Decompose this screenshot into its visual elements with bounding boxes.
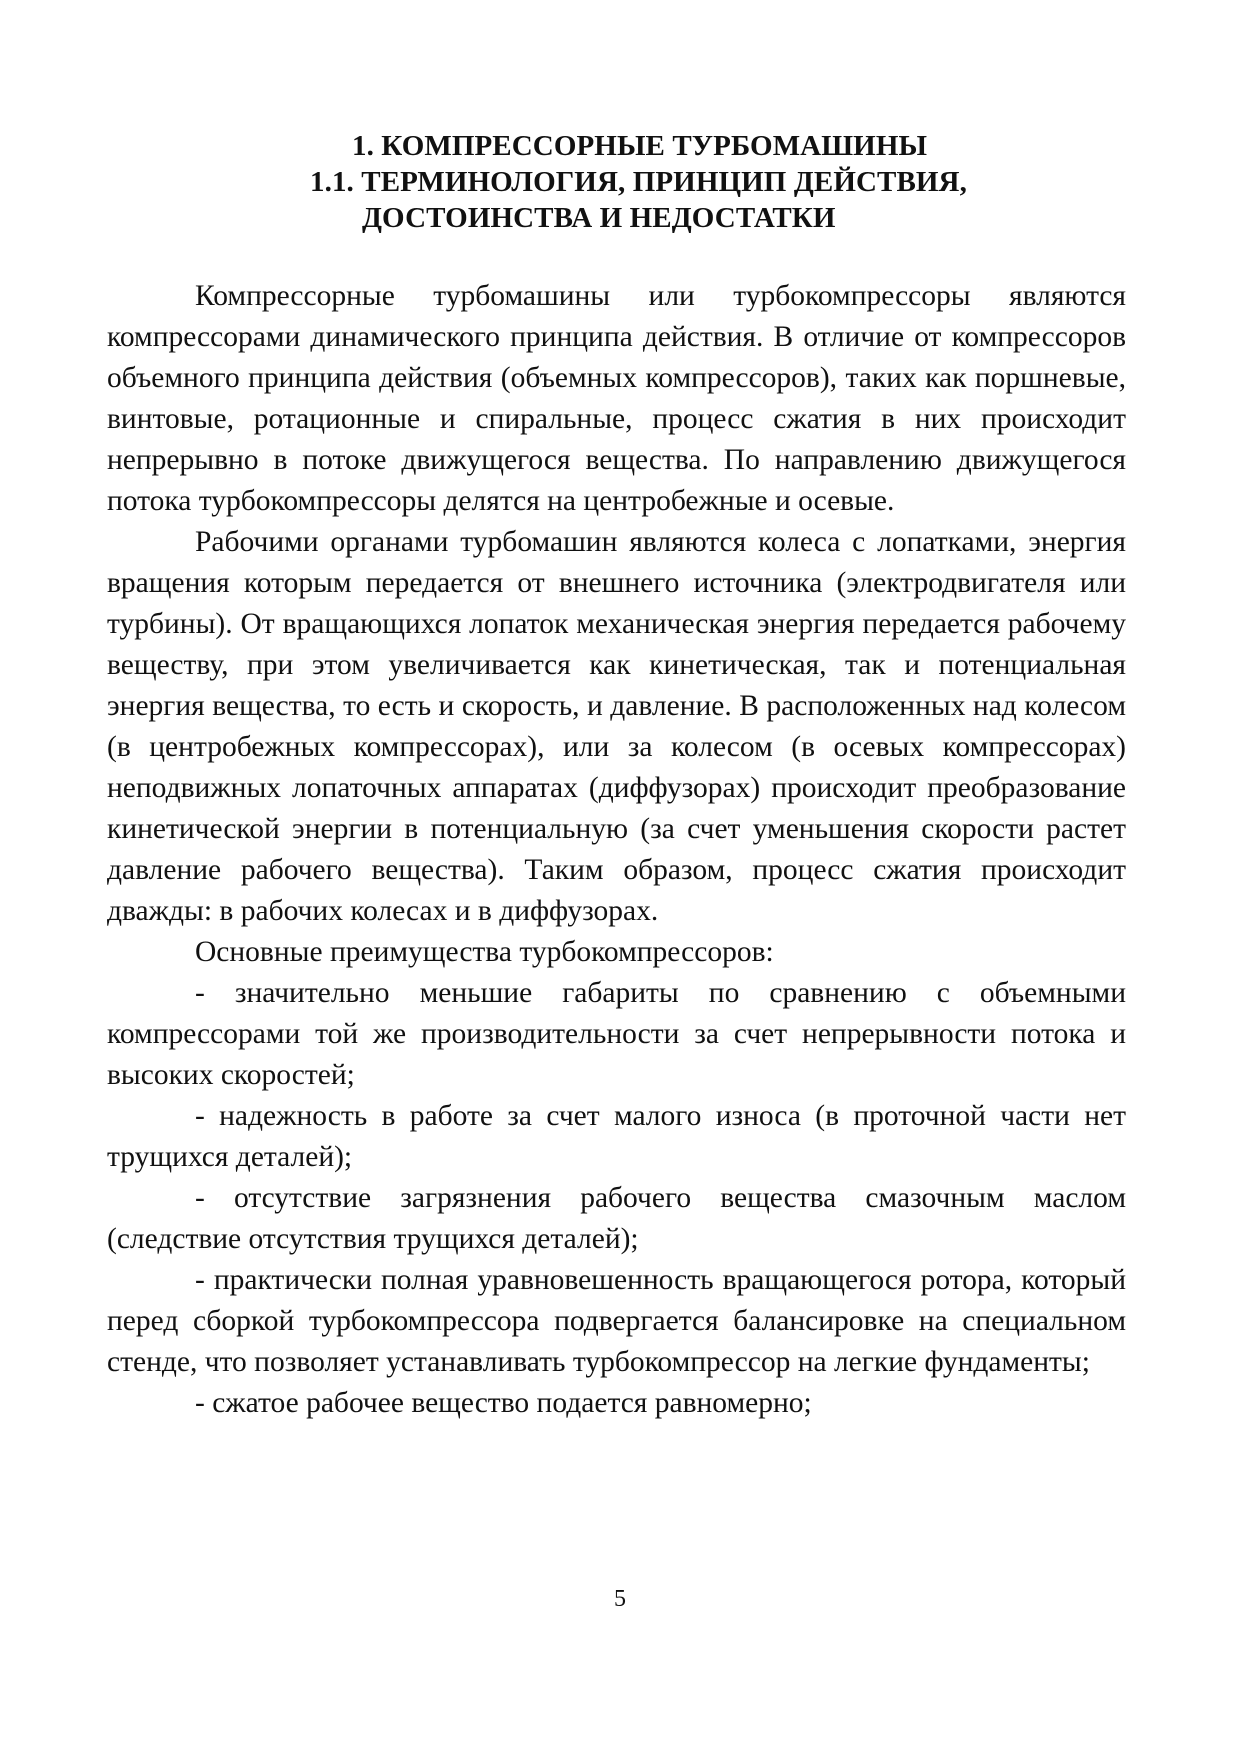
paragraph-working-principle: Рабочими органами турбомашин являются колеса с лопатками, энергия вращения которым передается от внешнего источника (электродвигателя или турбины). От вращающихся лопаток механическая энергия передается рабочему веществу, при этом увеличивается как кинетическая, так и потенциальная энергия вещества, то есть и скорость, и давление. В расположенных над колесом (в центробежных компрессорах), или за колесом (в осевых компрессорах) неподвижных лопаточных аппаратах (диффузорах) происходит преобразование кинетической энергии в потенциальную (за счет уменьшения скорости растет давление рабочего вещества). Таким образом, процесс сжатия происходит дважды: в рабочих колесах и в диффузорах. bbox=[107, 526, 1126, 927]
list-item: - отсутствие загрязнения рабочего вещества смазочным маслом (следствие отсутствия трущихся деталей); bbox=[107, 1182, 1126, 1255]
body-text bbox=[107, 276, 1126, 1424]
paragraph-intro: Компрессорные турбомашины или турбокомпрессоры являются компрессорами динамического принципа действия. В отличие от компрессоров объемного принципа действия (объемных компрессоров), таких как поршневые, винтовые, ротационные и спиральные, процесс сжатия в них происходит непрерывно в потоке движущегося вещества. По направлению движущегося потока турбокомпрессоры делятся на центробежные и осевые. bbox=[107, 280, 1126, 517]
list-item: - надежность в работе за счет малого износа (в проточной части нет трущихся деталей); bbox=[107, 1100, 1126, 1173]
list-item: - практически полная уравновешенность вращающегося ротора, который перед сборкой турбокомпрессора подвергается балансировке на специальном стенде, что позволяет устанавливать турбокомпрессор на легкие фундаменты; bbox=[107, 1264, 1126, 1378]
page-number: 5 bbox=[614, 1586, 626, 1612]
section-title-line-2: ДОСТОИНСТВА И НЕДОСТАТКИ bbox=[362, 202, 836, 234]
section-title-line-1: 1.1. ТЕРМИНОЛОГИЯ, ПРИНЦИП ДЕЙСТВИЯ, bbox=[310, 166, 967, 198]
list-item: - значительно меньшие габариты по сравнению с объемными компрессорами той же производительности за счет непрерывности потока и высоких скоростей; bbox=[107, 977, 1126, 1091]
chapter-title: 1. КОМПРЕССОРНЫЕ ТУРБОМАШИНЫ bbox=[352, 130, 928, 162]
paragraph-advantages-heading: Основные преимущества турбокомпрессоров: bbox=[195, 936, 774, 968]
list-item: - сжатое рабочее вещество подается равномерно; bbox=[195, 1387, 812, 1419]
